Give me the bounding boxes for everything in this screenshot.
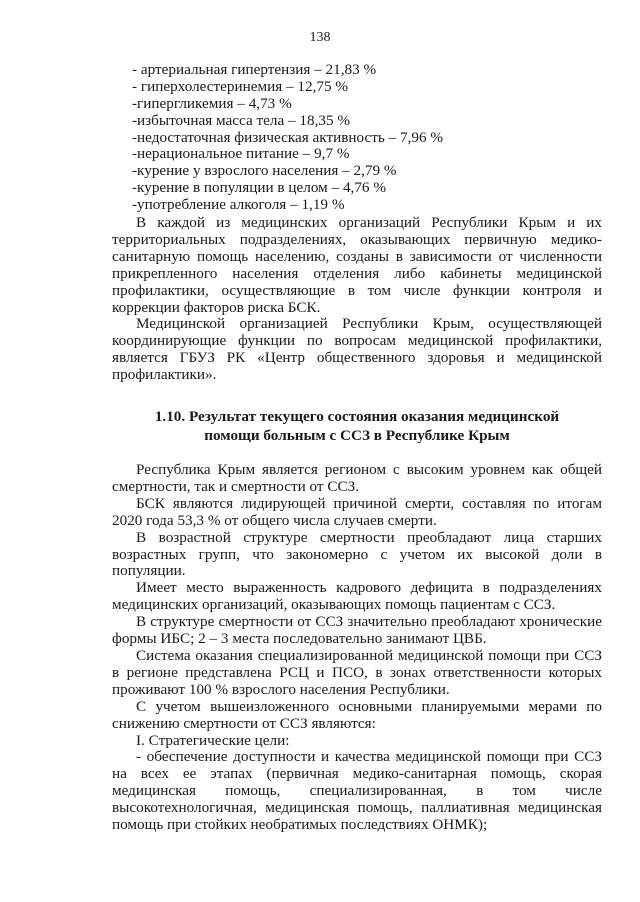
- paragraph: В каждой из медицинских организаций Республики Крым и их территориальных подразделениях, оказывающих первичную медико-санитарную помощь населению, созданы в зависимости от численности прикрепленного населения отделения либо кабинеты медицинской профилактики, осуществляющие в том числе функции контроля и коррекции факторов риска БСК.: [112, 214, 602, 316]
- section-heading: [112, 407, 602, 445]
- paragraph: Имеет место выраженность кадрового дефицита в подразделениях медицинских организаций, оказывающих помощь пациентам с ССЗ.: [112, 579, 602, 614]
- list-item: -курение в популяции в целом – 4,76 %: [132, 179, 386, 197]
- paragraph: Медицинской организацией Республики Крым, осуществляющей координирующие функции по вопросам медицинской профилактики, является ГБУЗ РК «Центр общественного здоровья и медицинской профилактики».: [112, 315, 602, 384]
- paragraph: С учетом вышеизложенного основными планируемыми мерами по снижению смертности от ССЗ являются:: [112, 697, 602, 732]
- list-item: - гиперхолестеринемия – 12,75 %: [132, 77, 349, 95]
- paragraph: I. Стратегические цели:: [136, 731, 290, 749]
- section-heading-line: 1.10. Результат текущего состояния оказания медицинской: [154, 408, 560, 425]
- list-item: -нерациональное питание – 9,7 %: [132, 145, 350, 163]
- paragraph: В возрастной структуре смертности преобладают лица старших возрастных групп, что закономерно с учетом их высокой доли в популяции.: [112, 528, 602, 580]
- list-item: - артериальная гипертензия – 21,83 %: [132, 61, 377, 78]
- list-item: -курение у взрослого населения – 2,79 %: [132, 162, 397, 180]
- list-item: -избыточная масса тела – 18,35 %: [132, 111, 351, 129]
- section-text: [112, 462, 602, 834]
- paragraph: - обеспечение доступности и качества медицинской помощи при ССЗ на всех ее этапах (первичная медико-санитарная помощь, скорая медицинская помощь, специализированная, в том числе высокотехнологичная, медицинская помощь, паллиативная медицинская помощь при стойких необратимых последствиях ОНМК);: [112, 748, 602, 834]
- list-item: -недостаточная физическая активность – 7,96 %: [132, 128, 444, 146]
- paragraph: Система оказания специализированной медицинской помощи при ССЗ в регионе представлена РСЦ и ПСО, в зонах ответственности которых проживают 100 % взрослого населения Республики.: [112, 646, 602, 698]
- page-number: 138: [309, 30, 331, 45]
- list-item: -гипергликемия – 4,73 %: [132, 94, 292, 112]
- paragraph: Республика Крым является регионом с высоким уровнем как общей смертности, так и смертности от ССЗ.: [112, 461, 602, 495]
- intro-text: [112, 215, 602, 384]
- paragraph: В структуре смертности от ССЗ значительно преобладают хронические формы ИБС; 2 – 3 места последовательно занимают ЦВБ.: [112, 613, 602, 648]
- list-item: -употребление алкоголя – 1,19 %: [132, 196, 345, 214]
- risk-factor-list: [132, 62, 443, 214]
- section-heading-line: помощи больным с ССЗ в Республике Крым: [204, 427, 510, 444]
- paragraph: БСК являются лидирующей причиной смерти, составляя по итогам 2020 года 53,3 % от общего числа случаев смерти.: [112, 494, 602, 529]
